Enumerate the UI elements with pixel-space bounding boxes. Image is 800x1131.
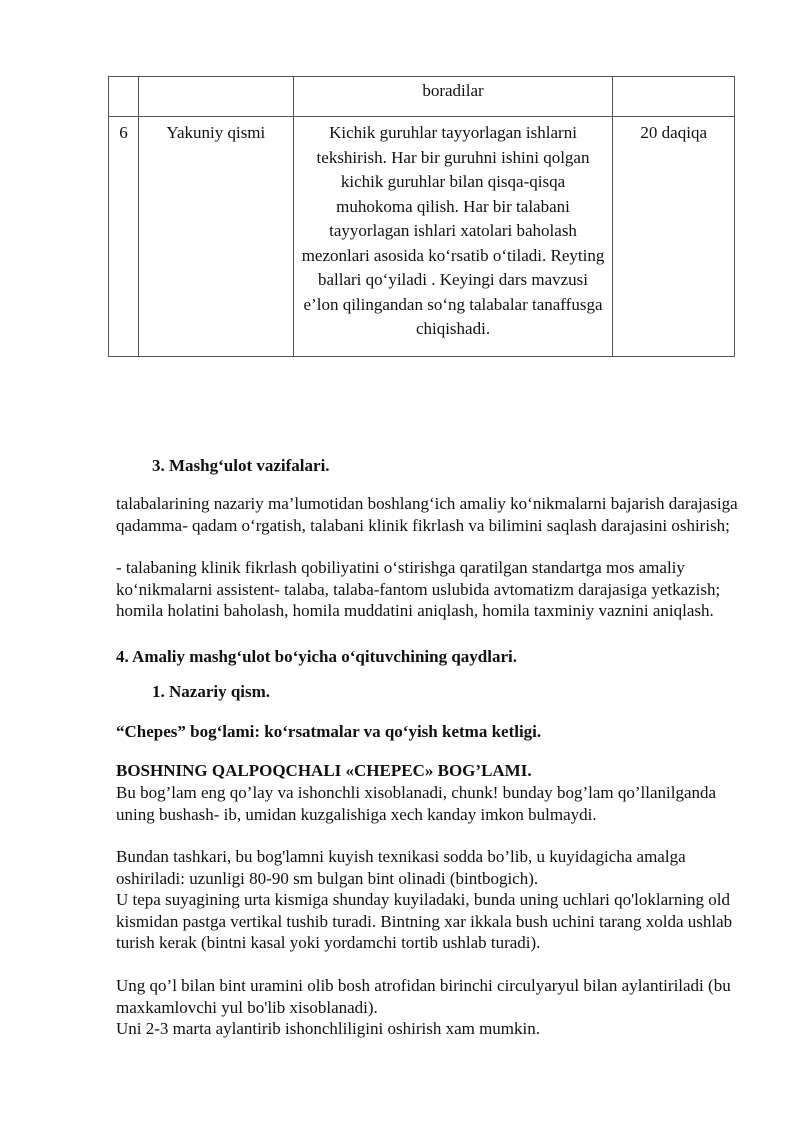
stage-description-cell: Kichik guruhlar tayyorlagan ishlarni tekshirish. Har bir guruhni ishini qolgan kichik guruhlar bilan qisqa-qisqa muhokoma qilish. Har bir talabani tayyorlagan ishlari xatolari baholash mezonlari asosida ko‘rsatib o‘tiladi. Reyting ballari qo‘yiladi . Keyingi dars mavzusi e’lon qilingandan so‘ng talabalar tanaffusga chiqishadi. — [293, 117, 613, 357]
bandage-paragraph-1: Bu bog’lam eng qo’lay va ishonchli xisoblanadi, chunk! bunday bog’lam qo’llanilganda uning bushash- ib, umidan kuzgalishiga xech kanday imkon bulmaydi. — [116, 783, 717, 824]
section-3-bullet: - talabaning klinik fikrlash qobiliyatini o‘stirishga qaratilgan standartga mos amaliy ko‘nikmalarni assistent- talaba, talaba-fantom uslubida avtomatizm darajasiga yetkazish; homila holatini baholash, homila muddatini aniqlash, homila taxminiy vaznini aniqlash. — [116, 558, 721, 620]
lesson-plan-table — [108, 76, 735, 357]
stage-time-cell — [613, 77, 735, 117]
row-number-cell — [109, 77, 139, 117]
stage-description-cell: boradilar — [293, 77, 613, 117]
section-3-paragraph: talabalarining nazariy ma’lumotidan boshlang‘ich amaliy ko‘nikmalarni bajarish darajasiga qadamma- qadam o‘rgatish, talabani klinik fikrlash va bilimini saqlash darajasini oshirish; — [116, 494, 738, 535]
table-row — [109, 117, 735, 357]
bandage-paragraph-3: U tepa suyagining urta kismiga shunday kuyiladaki, bunda uning uchlari qo'loklarning old kismidan pastga vertikal tushib turadi. Bintning xar ikkala bush uchini tarang xolda ushlab turish kerak (bintni kasal yoki yordamchi tortib ushlab turadi). — [116, 890, 733, 952]
row-number-cell: 6 — [109, 117, 139, 357]
section-4-heading: 4. Amaliy mashg‘ulot bo‘yicha o‘qituvchining qaydlari. — [116, 647, 517, 666]
bandage-paragraph-4: Ung qo’l bilan bint uramini olib bosh atrofidan birinchi circulyaryul bilan aylantiriladi (bu maxkamlovchi yul bo'lib xisoblanadi). — [116, 976, 731, 1017]
bandage-title: BOSHNING QALPOQCHALI «CHEPEC» BOG’LAMI. — [116, 761, 532, 780]
stage-name-cell — [139, 77, 294, 117]
bandage-paragraph-5: Uni 2-3 marta aylantirib ishonchliligini oshirish xam mumkin. — [116, 1019, 541, 1038]
chepes-subheading: “Chepes” bog‘lami: ko‘rsatmalar va qo‘yish ketma ketligi. — [116, 722, 542, 741]
theory-subheading: 1. Nazariy qism. — [152, 682, 271, 701]
section-3-heading: 3. Mashg‘ulot vazifalari. — [152, 456, 330, 475]
table-row — [109, 77, 735, 117]
stage-name-cell: Yakuniy qismi — [139, 117, 294, 357]
bandage-paragraph-2: Bundan tashkari, bu bog'lamni kuyish texnikasi sodda bo’lib, u kuyidagicha amalga oshiriladi: uzunligi 80-90 sm bulgan bint olinadi (bintbogich). — [116, 847, 686, 888]
stage-time-cell: 20 daqiqa — [613, 117, 735, 357]
